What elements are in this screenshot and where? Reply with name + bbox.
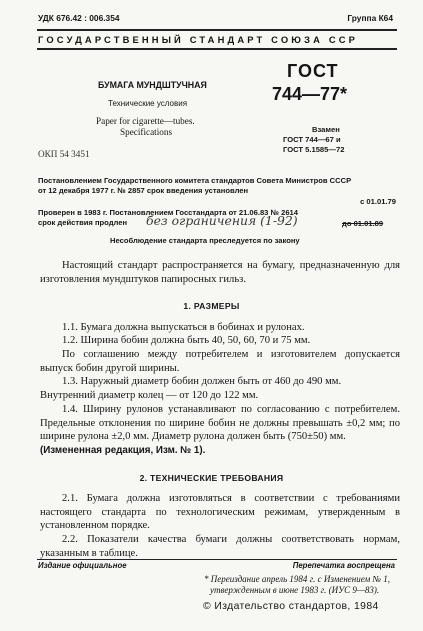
approval-line-2: от 12 декабря 1977 г. № 2857 срок введения установлен xyxy=(38,186,249,195)
group-code: Группа К64 xyxy=(347,13,393,23)
clause-2-2: 2.2. Показатели качества бумаги должны соответствовать нормам, указанным в таблице. xyxy=(40,534,400,559)
udk-code: УДК 676.42 : 006.354 xyxy=(38,13,120,23)
approval-line-1: Постановлением Государственного комитета стандартов Совета Министров СССР xyxy=(38,176,352,185)
clause-2-1: 2.1. Бумага должна изготовляться в соответствии с требованиями настоящего стандарта по технологическим режимам, утвержденным в установленном порядке. xyxy=(40,493,400,532)
gost-number: 744—77* xyxy=(272,84,348,104)
document-title: БУМАГА МУНДШТУЧНАЯ xyxy=(98,80,207,90)
handwritten-extension: без ограничения (1-92) xyxy=(146,213,298,228)
clause-1-4: 1.4. Ширину рулонов устанавливают по согласованию с потребителем. Предельные отклонения по ширине бобин не должны превышать ±0,2 мм; по ширине рулона ±2,0 мм. Диаметр рулона должен быть (750±50) мм. xyxy=(40,404,400,443)
replaced-standard-1: ГОСТ 744—67 и xyxy=(283,135,341,144)
struck-expiry-date: до 01.01.89 xyxy=(342,219,384,228)
clause-1-2: 1.2. Ширина бобин должна быть 40, 50, 60, 70 и 75 мм. xyxy=(62,335,311,346)
subtitle-english: Specifications xyxy=(120,127,173,137)
effective-date: с 01.01.79 xyxy=(360,197,396,206)
clause-1-1: 1.1. Бумага должна выпускаться в бобинах и рулонах. xyxy=(62,322,305,333)
official-edition: Издание официальное xyxy=(38,561,127,570)
document-subtitle: Технические условия xyxy=(108,99,188,108)
section-1-heading: 1. РАЗМЕРЫ xyxy=(183,301,240,311)
replaced-standard-2: ГОСТ 5.1585—72 xyxy=(283,145,345,154)
clause-1-3-inner: Внутренний диаметр колец — от 120 до 122 мм. xyxy=(40,390,259,401)
okp-code: ОКП 54 3451 xyxy=(38,149,90,159)
gost-label: ГОСТ xyxy=(287,61,339,81)
replaces-label: Взамен xyxy=(312,125,340,134)
section-2-heading: 2. ТЕХНИЧЕСКИЕ ТРЕБОВАНИЯ xyxy=(139,473,284,483)
clause-1-3: 1.3. Наружный диаметр бобин должен быть от 460 до 490 мм. xyxy=(62,376,342,387)
publisher-copyright: © Издательство стандартов, 1984 xyxy=(203,601,379,612)
footer-rule xyxy=(37,559,397,560)
review-line-2: срок действия продлен xyxy=(38,218,128,227)
title-english: Paper for cigarette—tubes. xyxy=(96,116,195,126)
top-rule xyxy=(37,29,397,31)
compliance-notice: Несоблюдение стандарта преследуется по закону xyxy=(110,236,300,245)
review-line-1: Проверен в 1983 г. Постановлением Госстандарта от 21.06.83 № 2614 xyxy=(38,208,298,217)
intro-paragraph: Настоящий стандарт распространяется на бумагу, предназначенную для изготовления мундштуков папиросных гильз. xyxy=(40,260,400,285)
reprint-note-1: * Переиздание апрель 1984 г. с Изменением № 1, xyxy=(204,574,391,584)
clause-1-2-agreement: По соглашению между потребителем и изготовителем допускается выпуск бобин другой ширины. xyxy=(40,349,400,374)
state-standard-banner: ГОСУДАРСТВЕННЫЙ СТАНДАРТ СОЮЗА ССР xyxy=(38,34,359,45)
amendment-note: (Измененная редакция, Изм. № 1). xyxy=(40,445,206,456)
banner-rule xyxy=(37,48,397,50)
reprint-note-2: утвержденным в июне 1983 г. (ИУС 9—83). xyxy=(210,585,380,595)
reprint-prohibited: Перепечатка воспрещена xyxy=(292,561,395,570)
